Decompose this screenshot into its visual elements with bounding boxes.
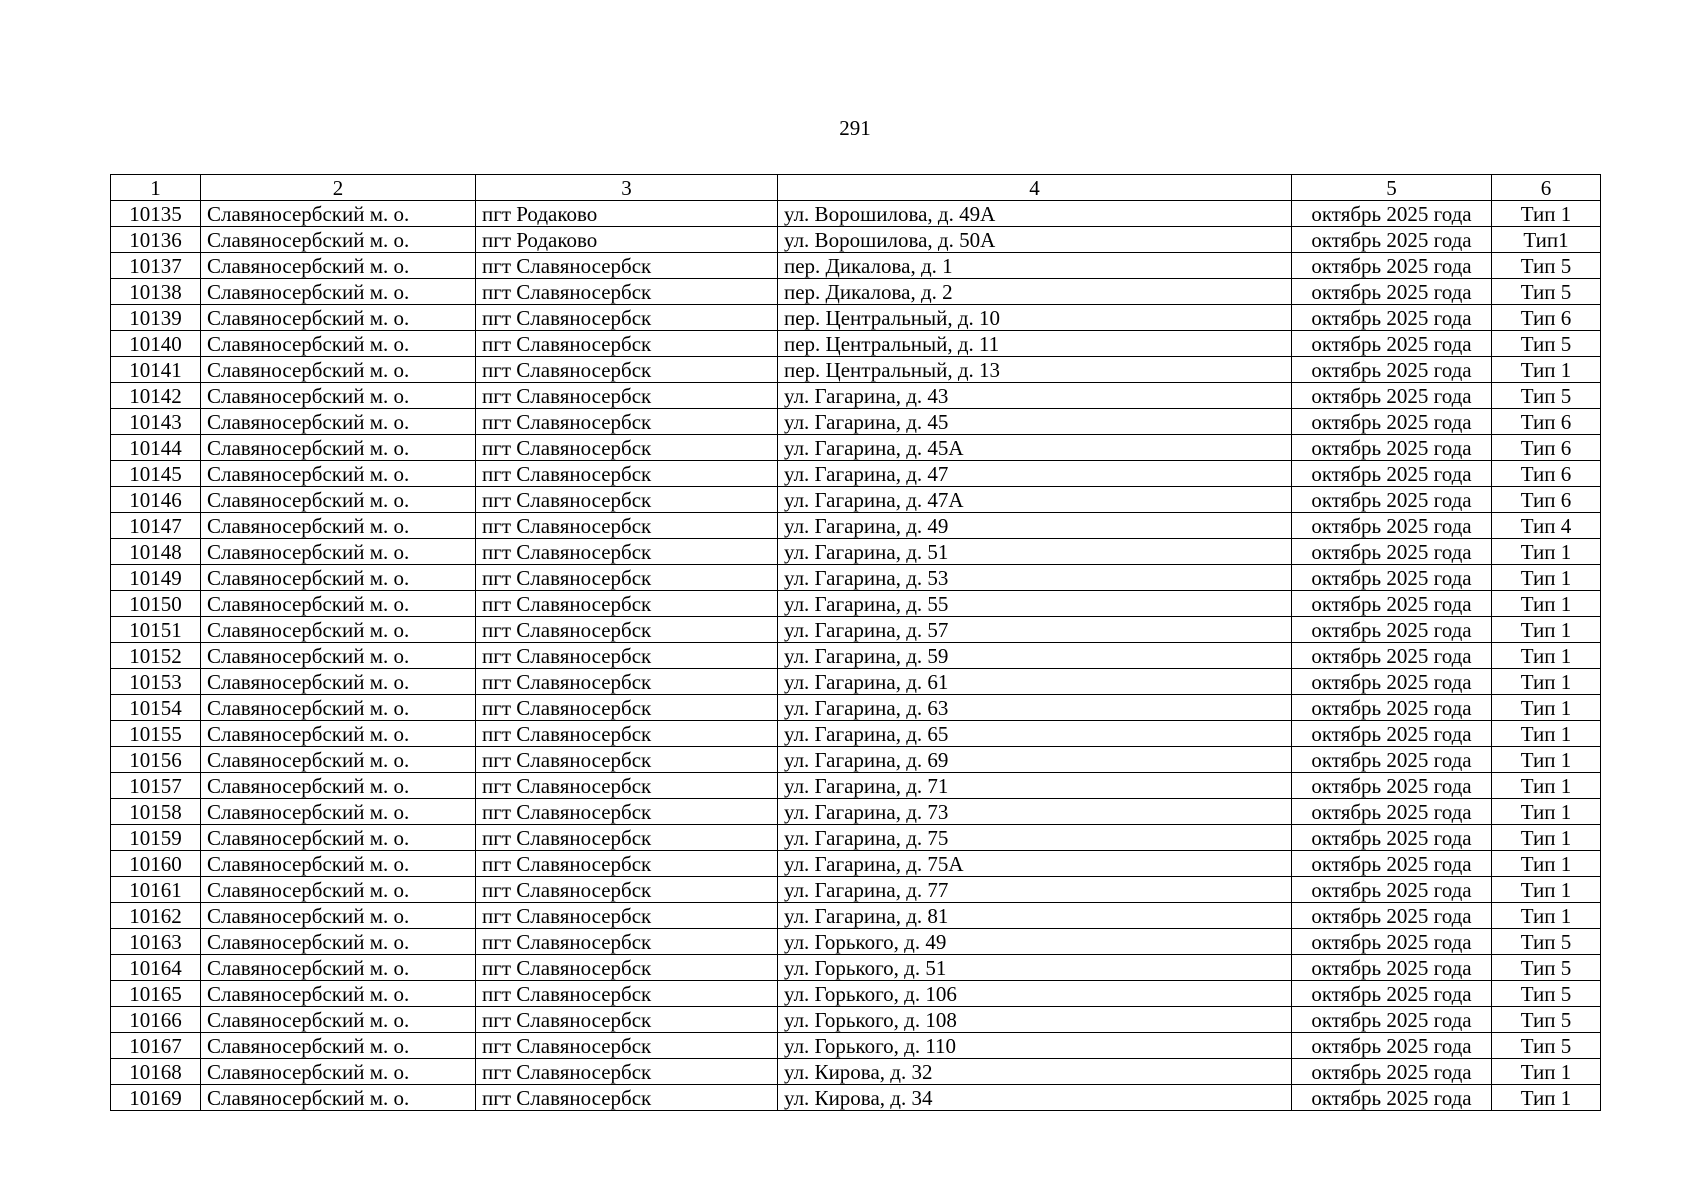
type-cell: Тип 1 <box>1492 565 1601 591</box>
settlement-cell: пгт Славяносербск <box>476 903 778 929</box>
record-number-cell: 10139 <box>111 305 201 331</box>
address-cell: ул. Гагарина, д. 49 <box>778 513 1292 539</box>
date-cell: октябрь 2025 года <box>1292 851 1492 877</box>
district-cell: Славяносербский м. о. <box>201 409 476 435</box>
date-cell: октябрь 2025 года <box>1292 1085 1492 1111</box>
address-cell: ул. Горького, д. 108 <box>778 1007 1292 1033</box>
address-cell: ул. Горького, д. 110 <box>778 1033 1292 1059</box>
address-cell: ул. Кирова, д. 34 <box>778 1085 1292 1111</box>
table-row <box>111 565 1601 591</box>
table-row <box>111 799 1601 825</box>
date-cell: октябрь 2025 года <box>1292 591 1492 617</box>
settlement-cell: пгт Славяносербск <box>476 773 778 799</box>
type-cell: Тип 4 <box>1492 513 1601 539</box>
record-number-cell: 10166 <box>111 1007 201 1033</box>
type-cell: Тип 1 <box>1492 799 1601 825</box>
date-cell: октябрь 2025 года <box>1292 955 1492 981</box>
settlement-cell: пгт Славяносербск <box>476 1059 778 1085</box>
type-cell: Тип 1 <box>1492 539 1601 565</box>
date-cell: октябрь 2025 года <box>1292 279 1492 305</box>
table-row <box>111 1085 1601 1111</box>
type-cell: Тип 1 <box>1492 357 1601 383</box>
page-number: 291 <box>839 116 871 140</box>
settlement-cell: пгт Славяносербск <box>476 1007 778 1033</box>
address-cell: пер. Центральный, д. 10 <box>778 305 1292 331</box>
district-cell: Славяносербский м. о. <box>201 643 476 669</box>
column-number-cell: 1 <box>111 175 201 201</box>
settlement-cell: пгт Славяносербск <box>476 383 778 409</box>
record-number-cell: 10147 <box>111 513 201 539</box>
table-row <box>111 461 1601 487</box>
address-cell: ул. Гагарина, д. 81 <box>778 903 1292 929</box>
table-row <box>111 279 1601 305</box>
address-cell: ул. Ворошилова, д. 49А <box>778 201 1292 227</box>
address-cell: ул. Гагарина, д. 65 <box>778 721 1292 747</box>
date-cell: октябрь 2025 года <box>1292 877 1492 903</box>
table-row <box>111 695 1601 721</box>
table-row <box>111 903 1601 929</box>
date-cell: октябрь 2025 года <box>1292 227 1492 253</box>
table-row <box>111 955 1601 981</box>
date-cell: октябрь 2025 года <box>1292 747 1492 773</box>
settlement-cell: пгт Славяносербск <box>476 929 778 955</box>
district-cell: Славяносербский м. о. <box>201 747 476 773</box>
type-cell: Тип 5 <box>1492 331 1601 357</box>
district-cell: Славяносербский м. о. <box>201 825 476 851</box>
type-cell: Тип 1 <box>1492 1059 1601 1085</box>
date-cell: октябрь 2025 года <box>1292 435 1492 461</box>
record-number-cell: 10151 <box>111 617 201 643</box>
date-cell: октябрь 2025 года <box>1292 981 1492 1007</box>
table-row <box>111 305 1601 331</box>
settlement-cell: пгт Славяносербск <box>476 331 778 357</box>
address-cell: ул. Гагарина, д. 77 <box>778 877 1292 903</box>
address-cell: ул. Горького, д. 106 <box>778 981 1292 1007</box>
address-cell: ул. Гагарина, д. 73 <box>778 799 1292 825</box>
record-number-cell: 10165 <box>111 981 201 1007</box>
column-number-cell: 6 <box>1492 175 1601 201</box>
record-number-cell: 10153 <box>111 669 201 695</box>
address-cell: ул. Гагарина, д. 63 <box>778 695 1292 721</box>
settlement-cell: пгт Славяносербск <box>476 617 778 643</box>
settlement-cell: пгт Славяносербск <box>476 357 778 383</box>
district-cell: Славяносербский м. о. <box>201 539 476 565</box>
address-cell: ул. Гагарина, д. 45 <box>778 409 1292 435</box>
date-cell: октябрь 2025 года <box>1292 253 1492 279</box>
settlement-cell: пгт Славяносербск <box>476 279 778 305</box>
settlement-cell: пгт Родаково <box>476 201 778 227</box>
record-number-cell: 10168 <box>111 1059 201 1085</box>
district-cell: Славяносербский м. о. <box>201 201 476 227</box>
table-row <box>111 201 1601 227</box>
type-cell: Тип 5 <box>1492 929 1601 955</box>
address-cell: ул. Горького, д. 51 <box>778 955 1292 981</box>
district-cell: Славяносербский м. о. <box>201 981 476 1007</box>
settlement-cell: пгт Славяносербск <box>476 851 778 877</box>
table-row <box>111 383 1601 409</box>
type-cell: Тип 6 <box>1492 409 1601 435</box>
address-cell: ул. Гагарина, д. 75 <box>778 825 1292 851</box>
type-cell: Тип 1 <box>1492 721 1601 747</box>
record-number-cell: 10145 <box>111 461 201 487</box>
settlement-cell: пгт Славяносербск <box>476 409 778 435</box>
record-number-cell: 10169 <box>111 1085 201 1111</box>
settlement-cell: пгт Славяносербск <box>476 721 778 747</box>
settlement-cell: пгт Славяносербск <box>476 513 778 539</box>
district-cell: Славяносербский м. о. <box>201 669 476 695</box>
settlement-cell: пгт Славяносербск <box>476 565 778 591</box>
settlement-cell: пгт Славяносербск <box>476 305 778 331</box>
table-row <box>111 825 1601 851</box>
record-number-cell: 10143 <box>111 409 201 435</box>
date-cell: октябрь 2025 года <box>1292 383 1492 409</box>
district-cell: Славяносербский м. о. <box>201 513 476 539</box>
type-cell: Тип 1 <box>1492 903 1601 929</box>
record-number-cell: 10152 <box>111 643 201 669</box>
address-cell: пер. Дикалова, д. 2 <box>778 279 1292 305</box>
type-cell: Тип 1 <box>1492 201 1601 227</box>
district-cell: Славяносербский м. о. <box>201 279 476 305</box>
type-cell: Тип 5 <box>1492 279 1601 305</box>
district-cell: Славяносербский м. о. <box>201 305 476 331</box>
date-cell: октябрь 2025 года <box>1292 903 1492 929</box>
record-number-cell: 10164 <box>111 955 201 981</box>
district-cell: Славяносербский м. о. <box>201 461 476 487</box>
column-number-cell: 4 <box>778 175 1292 201</box>
record-number-cell: 10167 <box>111 1033 201 1059</box>
table-row <box>111 929 1601 955</box>
address-cell: пер. Дикалова, д. 1 <box>778 253 1292 279</box>
record-number-cell: 10136 <box>111 227 201 253</box>
date-cell: октябрь 2025 года <box>1292 513 1492 539</box>
type-cell: Тип 1 <box>1492 851 1601 877</box>
record-number-cell: 10135 <box>111 201 201 227</box>
record-number-cell: 10140 <box>111 331 201 357</box>
record-number-cell: 10162 <box>111 903 201 929</box>
settlement-cell: пгт Славяносербск <box>476 253 778 279</box>
settlement-cell: пгт Славяносербск <box>476 1033 778 1059</box>
type-cell: Тип 5 <box>1492 981 1601 1007</box>
table-row <box>111 851 1601 877</box>
type-cell: Тип 1 <box>1492 617 1601 643</box>
address-cell: ул. Кирова, д. 32 <box>778 1059 1292 1085</box>
type-cell: Тип 1 <box>1492 825 1601 851</box>
type-cell: Тип 1 <box>1492 669 1601 695</box>
record-number-cell: 10150 <box>111 591 201 617</box>
register-table <box>110 174 1601 1111</box>
table-row <box>111 331 1601 357</box>
table-row <box>111 1007 1601 1033</box>
date-cell: октябрь 2025 года <box>1292 487 1492 513</box>
date-cell: октябрь 2025 года <box>1292 1059 1492 1085</box>
table-row <box>111 747 1601 773</box>
record-number-cell: 10154 <box>111 695 201 721</box>
district-cell: Славяносербский м. о. <box>201 877 476 903</box>
district-cell: Славяносербский м. о. <box>201 851 476 877</box>
date-cell: октябрь 2025 года <box>1292 643 1492 669</box>
table-row <box>111 539 1601 565</box>
district-cell: Славяносербский м. о. <box>201 565 476 591</box>
settlement-cell: пгт Славяносербск <box>476 1085 778 1111</box>
settlement-cell: пгт Славяносербск <box>476 799 778 825</box>
column-number-cell: 5 <box>1292 175 1492 201</box>
address-cell: ул. Гагарина, д. 47 <box>778 461 1292 487</box>
settlement-cell: пгт Родаково <box>476 227 778 253</box>
district-cell: Славяносербский м. о. <box>201 591 476 617</box>
table-row <box>111 773 1601 799</box>
record-number-cell: 10138 <box>111 279 201 305</box>
date-cell: октябрь 2025 года <box>1292 357 1492 383</box>
address-cell: ул. Гагарина, д. 55 <box>778 591 1292 617</box>
district-cell: Славяносербский м. о. <box>201 929 476 955</box>
type-cell: Тип 6 <box>1492 305 1601 331</box>
address-cell: ул. Гагарина, д. 61 <box>778 669 1292 695</box>
table-row <box>111 591 1601 617</box>
date-cell: октябрь 2025 года <box>1292 461 1492 487</box>
table-row <box>111 643 1601 669</box>
district-cell: Славяносербский м. о. <box>201 1059 476 1085</box>
district-cell: Славяносербский м. о. <box>201 1007 476 1033</box>
record-number-cell: 10157 <box>111 773 201 799</box>
type-cell: Тип 6 <box>1492 435 1601 461</box>
date-cell: октябрь 2025 года <box>1292 695 1492 721</box>
date-cell: октябрь 2025 года <box>1292 799 1492 825</box>
settlement-cell: пгт Славяносербск <box>476 539 778 565</box>
address-cell: ул. Гагарина, д. 71 <box>778 773 1292 799</box>
type-cell: Тип 5 <box>1492 955 1601 981</box>
date-cell: октябрь 2025 года <box>1292 1033 1492 1059</box>
district-cell: Славяносербский м. о. <box>201 903 476 929</box>
date-cell: октябрь 2025 года <box>1292 721 1492 747</box>
address-cell: ул. Гагарина, д. 57 <box>778 617 1292 643</box>
date-cell: октябрь 2025 года <box>1292 565 1492 591</box>
table-row <box>111 617 1601 643</box>
date-cell: октябрь 2025 года <box>1292 539 1492 565</box>
record-number-cell: 10141 <box>111 357 201 383</box>
table-row <box>111 669 1601 695</box>
settlement-cell: пгт Славяносербск <box>476 435 778 461</box>
type-cell: Тип 1 <box>1492 747 1601 773</box>
district-cell: Славяносербский м. о. <box>201 1033 476 1059</box>
settlement-cell: пгт Славяносербск <box>476 643 778 669</box>
date-cell: октябрь 2025 года <box>1292 929 1492 955</box>
settlement-cell: пгт Славяносербск <box>476 747 778 773</box>
address-cell: ул. Горького, д. 49 <box>778 929 1292 955</box>
district-cell: Славяносербский м. о. <box>201 357 476 383</box>
district-cell: Славяносербский м. о. <box>201 1085 476 1111</box>
settlement-cell: пгт Славяносербск <box>476 591 778 617</box>
record-number-cell: 10144 <box>111 435 201 461</box>
address-cell: ул. Гагарина, д. 47А <box>778 487 1292 513</box>
table-row <box>111 409 1601 435</box>
record-number-cell: 10149 <box>111 565 201 591</box>
settlement-cell: пгт Славяносербск <box>476 461 778 487</box>
record-number-cell: 10148 <box>111 539 201 565</box>
type-cell: Тип 1 <box>1492 1085 1601 1111</box>
date-cell: октябрь 2025 года <box>1292 305 1492 331</box>
district-cell: Славяносербский м. о. <box>201 617 476 643</box>
record-number-cell: 10161 <box>111 877 201 903</box>
record-number-cell: 10146 <box>111 487 201 513</box>
district-cell: Славяносербский м. о. <box>201 695 476 721</box>
date-cell: октябрь 2025 года <box>1292 825 1492 851</box>
district-cell: Славяносербский м. о. <box>201 331 476 357</box>
district-cell: Славяносербский м. о. <box>201 721 476 747</box>
type-cell: Тип 1 <box>1492 695 1601 721</box>
column-number-cell: 2 <box>201 175 476 201</box>
address-cell: ул. Гагарина, д. 75А <box>778 851 1292 877</box>
column-number-cell: 3 <box>476 175 778 201</box>
address-cell: ул. Гагарина, д. 45А <box>778 435 1292 461</box>
settlement-cell: пгт Славяносербск <box>476 669 778 695</box>
district-cell: Славяносербский м. о. <box>201 253 476 279</box>
type-cell: Тип 5 <box>1492 383 1601 409</box>
table-row <box>111 253 1601 279</box>
record-number-cell: 10155 <box>111 721 201 747</box>
district-cell: Славяносербский м. о. <box>201 799 476 825</box>
address-cell: ул. Гагарина, д. 51 <box>778 539 1292 565</box>
date-cell: октябрь 2025 года <box>1292 617 1492 643</box>
table-row <box>111 487 1601 513</box>
address-cell: ул. Ворошилова, д. 50А <box>778 227 1292 253</box>
record-number-cell: 10137 <box>111 253 201 279</box>
type-cell: Тип 5 <box>1492 1007 1601 1033</box>
date-cell: октябрь 2025 года <box>1292 773 1492 799</box>
table-row <box>111 877 1601 903</box>
table-row <box>111 435 1601 461</box>
table-row <box>111 981 1601 1007</box>
table-row <box>111 1059 1601 1085</box>
settlement-cell: пгт Славяносербск <box>476 825 778 851</box>
district-cell: Славяносербский м. о. <box>201 383 476 409</box>
district-cell: Славяносербский м. о. <box>201 487 476 513</box>
table-row <box>111 513 1601 539</box>
type-cell: Тип1 <box>1492 227 1601 253</box>
address-cell: ул. Гагарина, д. 53 <box>778 565 1292 591</box>
type-cell: Тип 1 <box>1492 877 1601 903</box>
record-number-cell: 10163 <box>111 929 201 955</box>
address-cell: ул. Гагарина, д. 59 <box>778 643 1292 669</box>
district-cell: Славяносербский м. о. <box>201 435 476 461</box>
date-cell: октябрь 2025 года <box>1292 1007 1492 1033</box>
address-cell: ул. Гагарина, д. 43 <box>778 383 1292 409</box>
table-row <box>111 721 1601 747</box>
record-number-cell: 10160 <box>111 851 201 877</box>
record-number-cell: 10142 <box>111 383 201 409</box>
date-cell: октябрь 2025 года <box>1292 201 1492 227</box>
table-row <box>111 1033 1601 1059</box>
type-cell: Тип 5 <box>1492 1033 1601 1059</box>
settlement-cell: пгт Славяносербск <box>476 877 778 903</box>
address-cell: пер. Центральный, д. 11 <box>778 331 1292 357</box>
column-number-row <box>111 175 1601 201</box>
type-cell: Тип 6 <box>1492 461 1601 487</box>
table-row <box>111 227 1601 253</box>
record-number-cell: 10159 <box>111 825 201 851</box>
address-cell: пер. Центральный, д. 13 <box>778 357 1292 383</box>
type-cell: Тип 1 <box>1492 591 1601 617</box>
address-cell: ул. Гагарина, д. 69 <box>778 747 1292 773</box>
type-cell: Тип 6 <box>1492 487 1601 513</box>
settlement-cell: пгт Славяносербск <box>476 981 778 1007</box>
settlement-cell: пгт Славяносербск <box>476 955 778 981</box>
type-cell: Тип 5 <box>1492 253 1601 279</box>
type-cell: Тип 1 <box>1492 773 1601 799</box>
date-cell: октябрь 2025 года <box>1292 409 1492 435</box>
settlement-cell: пгт Славяносербск <box>476 695 778 721</box>
record-number-cell: 10158 <box>111 799 201 825</box>
district-cell: Славяносербский м. о. <box>201 955 476 981</box>
register-table-body <box>111 175 1601 1111</box>
settlement-cell: пгт Славяносербск <box>476 487 778 513</box>
date-cell: октябрь 2025 года <box>1292 669 1492 695</box>
district-cell: Славяносербский м. о. <box>201 227 476 253</box>
record-number-cell: 10156 <box>111 747 201 773</box>
date-cell: октябрь 2025 года <box>1292 331 1492 357</box>
table-row <box>111 357 1601 383</box>
district-cell: Славяносербский м. о. <box>201 773 476 799</box>
type-cell: Тип 1 <box>1492 643 1601 669</box>
